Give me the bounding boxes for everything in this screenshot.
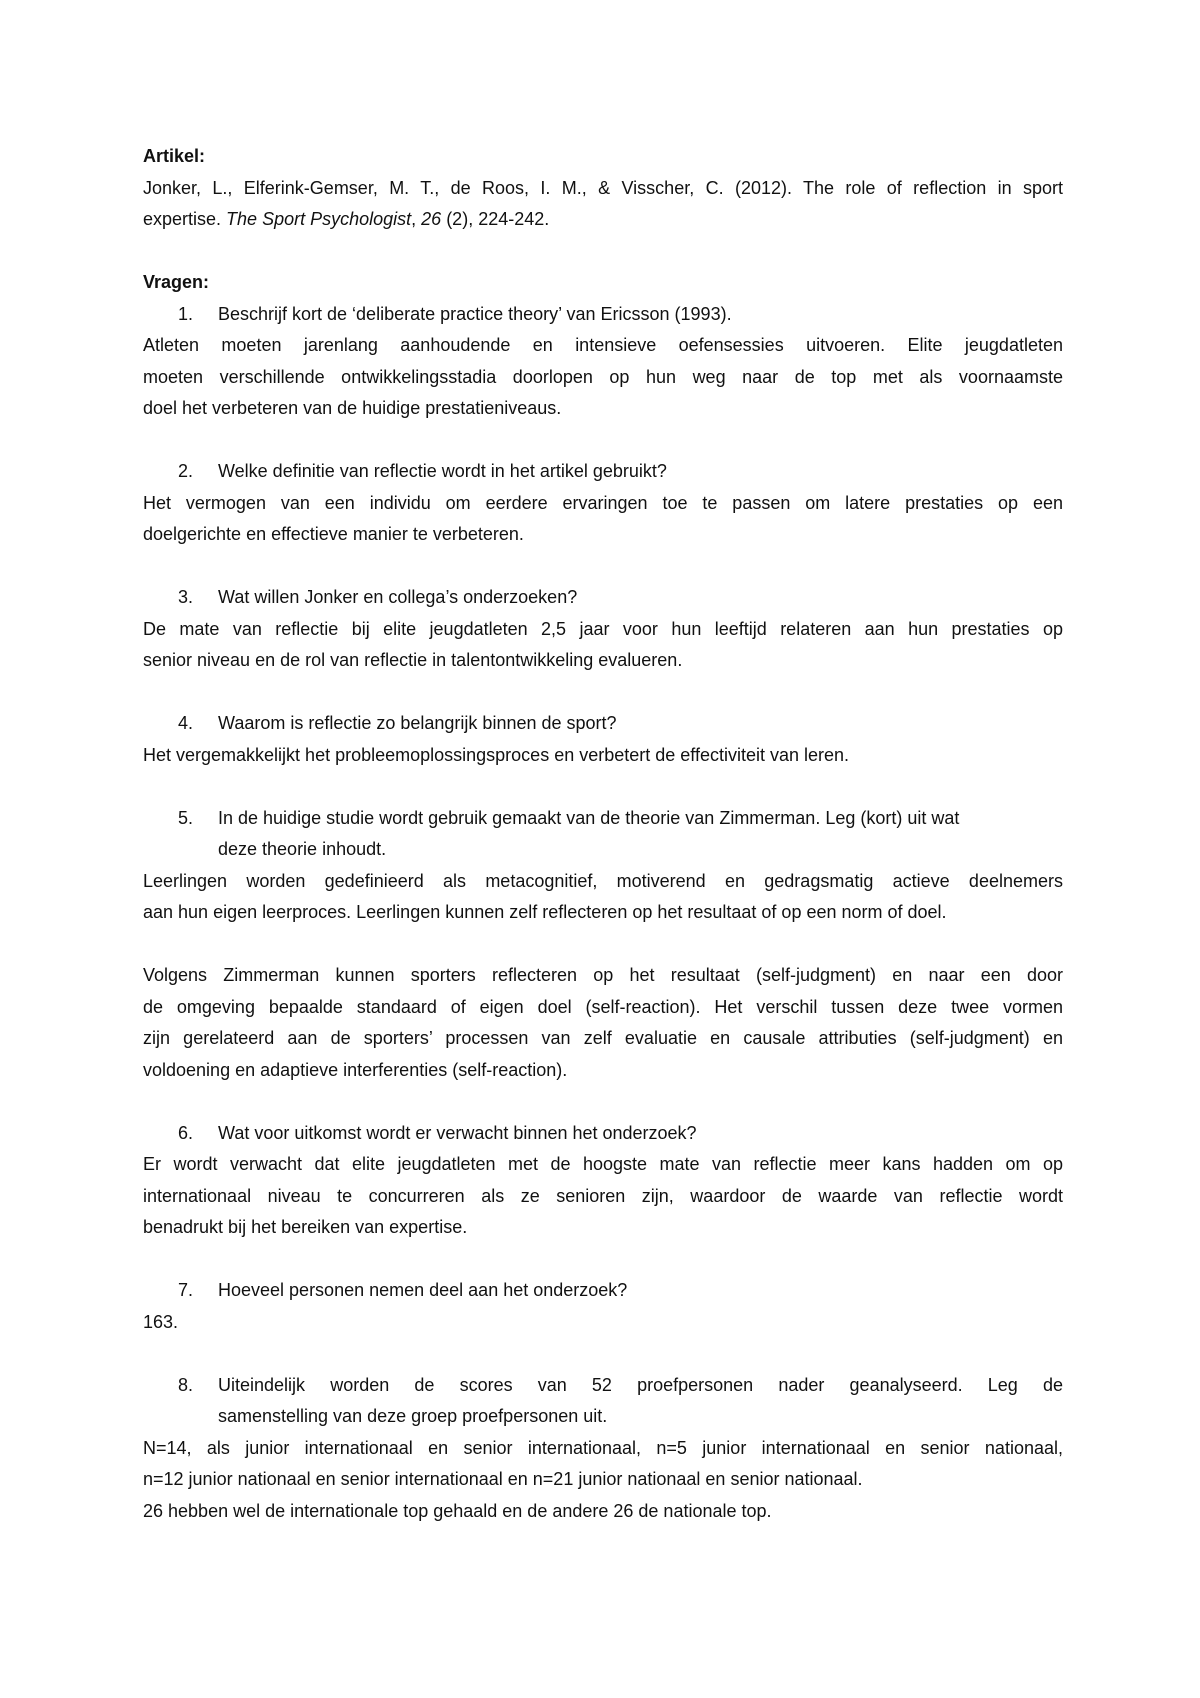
question-number: 8. <box>178 1374 194 1395</box>
question-text: Hoeveel personen nemen deel aan het onderzoek? <box>218 1280 628 1300</box>
question-3 <box>143 582 1063 614</box>
question-2 <box>143 456 1063 488</box>
question-number: 7. <box>178 1280 194 1300</box>
answer-line: Volgens Zimmerman kunnen sporters reflecteren op het resultaat (self-judgment) en naar een door <box>143 965 1063 985</box>
question-text: Uiteindelijk worden de scores van 52 proefpersonen nader geanalyseerd. Leg de <box>218 1374 1063 1395</box>
article-heading: Artikel: <box>143 146 206 166</box>
document-page <box>143 141 1063 1527</box>
answer-line: benadrukt bij het bereiken van expertise. <box>143 1217 468 1237</box>
question-text: Waarom is reflectie zo belangrijk binnen de sport? <box>218 713 617 733</box>
question-4 <box>143 708 1063 740</box>
question-text: deze theorie inhoudt. <box>218 839 387 859</box>
answer-line: internationaal niveau te concurreren als ze senioren zijn, waardoor de waarde van reflectie wordt <box>143 1185 1063 1206</box>
question-text: Beschrijf kort de ‘deliberate practice theory’ van Ericsson (1993). <box>218 303 732 324</box>
question-8-cont <box>143 1401 1063 1433</box>
answer-line: voldoening en adaptieve interferenties (self-reaction). <box>143 1059 568 1080</box>
question-number: 4. <box>178 713 194 733</box>
answer-line: doelgerichte en effectieve manier te verbeteren. <box>143 524 524 544</box>
answer-line: doel het verbeteren van de huidige prestatieniveaus. <box>143 398 562 418</box>
answer-line: De mate van reflectie bij elite jeugdatleten 2,5 jaar voor hun leeftijd relateren aan hun prestaties op <box>143 618 1063 639</box>
answer-line: 163. <box>143 1311 179 1332</box>
citation-line-1: Jonker, L., Elferink-Gemser, M. T., de Roos, I. M., & Visscher, C. (2012). The role of reflection in sport <box>143 177 1063 198</box>
question-8 <box>143 1370 1063 1402</box>
journal-volume: 26 <box>421 209 442 229</box>
questions-heading: Vragen: <box>143 272 210 292</box>
question-7 <box>143 1275 1063 1307</box>
answer-line: Atleten moeten jarenlang aanhoudende en intensieve oefensessies uitvoeren. Elite jeugdatleten <box>143 335 1063 355</box>
question-number: 6. <box>178 1122 194 1143</box>
answer-line: 26 hebben wel de internationale top gehaald en de andere 26 de nationale top. <box>143 1500 772 1521</box>
question-number: 2. <box>178 461 194 481</box>
citation-line-2 <box>143 204 1063 236</box>
question-5-cont <box>143 834 1063 866</box>
answer-line: de omgeving bepaalde standaard of eigen doel (self-reaction). Het verschil tussen deze twee vormen <box>143 996 1063 1017</box>
question-text: Wat voor uitkomst wordt er verwacht binnen het onderzoek? <box>218 1122 697 1143</box>
answer-line: moeten verschillende ontwikkelingsstadia doorlopen op hun weg naar de top met als voornaamste <box>143 366 1063 387</box>
question-text: samenstelling van deze groep proefpersonen uit. <box>218 1406 608 1426</box>
answer-line: Het vergemakkelijkt het probleemoplossingsproces en verbetert de effectiviteit van leren. <box>143 744 850 765</box>
journal-title: The Sport Psychologist <box>226 209 412 229</box>
answer-line: N=14, als junior internationaal en senior internationaal, n=5 junior internationaal en senior nationaal, <box>143 1437 1063 1458</box>
question-number: 1. <box>178 303 194 324</box>
question-5 <box>143 803 1063 835</box>
question-number: 3. <box>178 587 194 607</box>
question-6 <box>143 1118 1063 1150</box>
answer-line: Het vermogen van een individu om eerdere ervaringen toe te passen om latere prestaties op een <box>143 492 1063 513</box>
answer-line: n=12 junior nationaal en senior internationaal en n=21 junior nationaal en senior nationaal. <box>143 1469 863 1489</box>
question-text: Welke definitie van reflectie wordt in het artikel gebruikt? <box>218 461 667 481</box>
answer-line: Er wordt verwacht dat elite jeugdatleten met de hoogste mate van reflectie meer kans hadden om op <box>143 1154 1063 1174</box>
answer-line: Leerlingen worden gedefinieerd als metacognitief, motiverend en gedragsmatig actieve deelnemers <box>143 870 1063 891</box>
answer-line: senior niveau en de rol van reflectie in talentontwikkeling evalueren. <box>143 650 683 670</box>
answer-line: aan hun eigen leerproces. Leerlingen kunnen zelf reflecteren op het resultaat of op een norm of doel. <box>143 902 947 922</box>
citation-pre: expertise. <box>143 209 227 229</box>
citation-post: (2), 224-242. <box>441 209 550 229</box>
question-text: Wat willen Jonker en collega’s onderzoeken? <box>218 587 578 607</box>
question-number: 5. <box>178 807 194 828</box>
citation-sep: , <box>411 209 422 229</box>
question-1 <box>143 299 1063 331</box>
answer-line: zijn gerelateerd aan de sporters’ processen van zelf evaluatie en causale attributies (self-judgment) en <box>143 1028 1063 1048</box>
question-text: In de huidige studie wordt gebruik gemaakt van de theorie van Zimmerman. Leg (kort) uit wat <box>218 807 960 828</box>
